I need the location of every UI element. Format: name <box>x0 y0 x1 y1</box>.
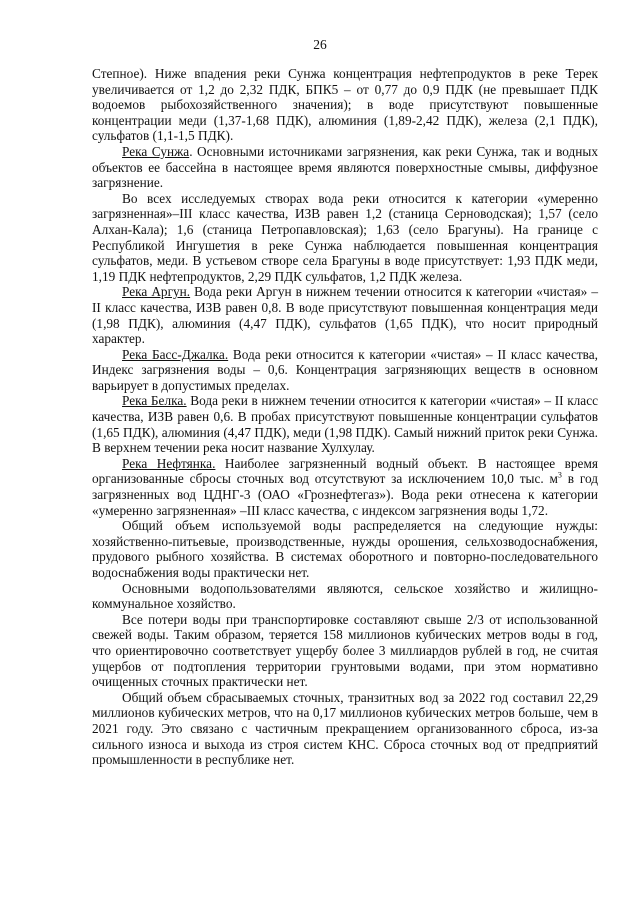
paragraph-text: Общий объем сбрасываемых сточных, транзитных вод за 2022 год составил 22,29 миллионов кубических метров, что на 0,17 миллионов кубических метров больше, чем в 2021 году. Это связано с частичным прекращением организованного сброса, из-за сильного износа и выхода из строя систем КНС. Сброса сточных вод от предприятий промышленности в республике нет. <box>92 689 598 768</box>
paragraph-text: Вода реки относится к категории «чистая» – II класс качества, Индекс загрязнения воды – 0,6. Концентрация загрязняющих веществ в основном варьирует в допустимых пределах. <box>92 346 598 393</box>
river-heading-belka: Река Белка. <box>122 393 187 409</box>
paragraph-text: Наиболее загрязненный водный объект. В настоящее время организованные сбросы сточных вод отсутствуют за исключением 10,0 тыс. м <box>92 455 598 487</box>
paragraph-text: Общий объем используемой воды распределяется на следующие нужды: хозяйственно-питьевые, производственные, нужды орошения, сельхозводоснабжения, прудового рыбного хозяйства. В системах оборотного и повторно-последовательного водоснабжения воды практически нет. <box>92 518 598 580</box>
paragraph-text: в год загрязненных вод ЦДНГ-3 (ОАО «Грознефтегаз»). Вода реки отнесена к категории «умеренно загрязненная» –III класс качества, с индексом загрязнения воды 1,72. <box>92 471 598 518</box>
paragraph-text: Вода реки Аргун в нижнем течении относится к категории «чистая» – II класс качества, ИЗВ равен 0,8. В воде присутствуют повышенная концентрация меди (1,98 ПДК), алюминия (4,47 ПДК), сульфатов (1,65 ПДК), что носит природный характер. <box>92 284 598 347</box>
paragraph-text: Во всех исследуемых створах вода реки относится к категории «умеренно загрязненная»–III класс качества, ИЗВ равен 1,2 (станица Серноводская); 1,57 (село Алхан-Кала); 1,6 (станица Петропавловская); 1,63 (село Брагуны). На границе с Республикой Ингушетия в реке Сунжа наблюдается повышенная концентрация сульфатов, меди. В устьевом створе села Брагуны в воде присутствует: 1,93 ПДК меди, 1,19 ПДК нефтепродуктов, 2,29 ПДК сульфатов, 1,2 ПДК железа. <box>92 190 598 284</box>
river-heading-neftyanka: Река Нефтянка. <box>122 455 216 471</box>
paragraph-water-losses <box>92 612 598 690</box>
paragraph-water-users <box>92 581 598 612</box>
paragraph-wastewater <box>92 690 598 768</box>
paragraph-argun <box>92 284 598 346</box>
paragraph-text: Все потери воды при транспортировке составляют свыше 2/3 от использованной свежей воды. Таким образом, теряется 158 миллионов кубических метров воды в год, что ориентировочно соответствует ущербу более 3 миллиардов рублей в год, не считая ущербов от подтопления территории грунтовыми водами, при этом нормативно очищенных сточных практически нет. <box>92 611 598 690</box>
paragraph-text: Степное). Ниже впадения реки Сунжа концентрация нефтепродуктов в реке Терек увеличивается от 1,2 до 2,32 ПДК, БПК5 – от 0,77 до 0,9 ПДК (не превышает ПДК водоемов рыбохозяйственного значения); в воде присутствуют повышенные концентрации меди (1,37-1,68 ПДК), алюминия (1,89-2,42 ПДК), железа (2,1 ПДК), сульфатов (1,1-1,5 ПДК). <box>92 66 598 144</box>
paragraph-sunzha <box>92 144 598 191</box>
river-heading-argun: Река Аргун. <box>122 284 191 300</box>
paragraph-belka <box>92 393 598 455</box>
river-heading-sunzha: Река Сунжа <box>122 143 190 159</box>
river-heading-bass-dzhalka: Река Басс-Джалка. <box>122 346 229 362</box>
paragraph-text: Вода реки в нижнем течении относится к категории «чистая» – II класс качества, ИЗВ равен 0,6. В пробах присутствуют повышенные концентрации сульфатов (1,65 ПДК), алюминия (4,47 ПДК), меди (1,98 ПДК). Самый нижний приток реки Сунжа. В верхнем течении река носит название Хулхулау. <box>92 393 599 456</box>
paragraph-neftyanka <box>92 456 598 518</box>
body-text <box>92 66 598 768</box>
paragraph-water-use <box>92 518 598 580</box>
superscript: 3 <box>557 471 562 481</box>
paragraph-sunzha-stations <box>92 191 598 285</box>
paragraph-bass-dzhalka <box>92 347 598 394</box>
page-number: 26 <box>313 37 327 52</box>
paragraph-terek-continuation <box>92 66 598 144</box>
paragraph-text: . Основными источниками загрязнения, как реки Сунжа, так и водных объектов ее бассейна в настоящее время являются поверхностные смывы, диффузное загрязнение. <box>92 143 599 191</box>
paragraph-text: Основными водопользователями являются, сельское хозяйство и жилищно-коммунальное хозяйство. <box>92 580 598 612</box>
